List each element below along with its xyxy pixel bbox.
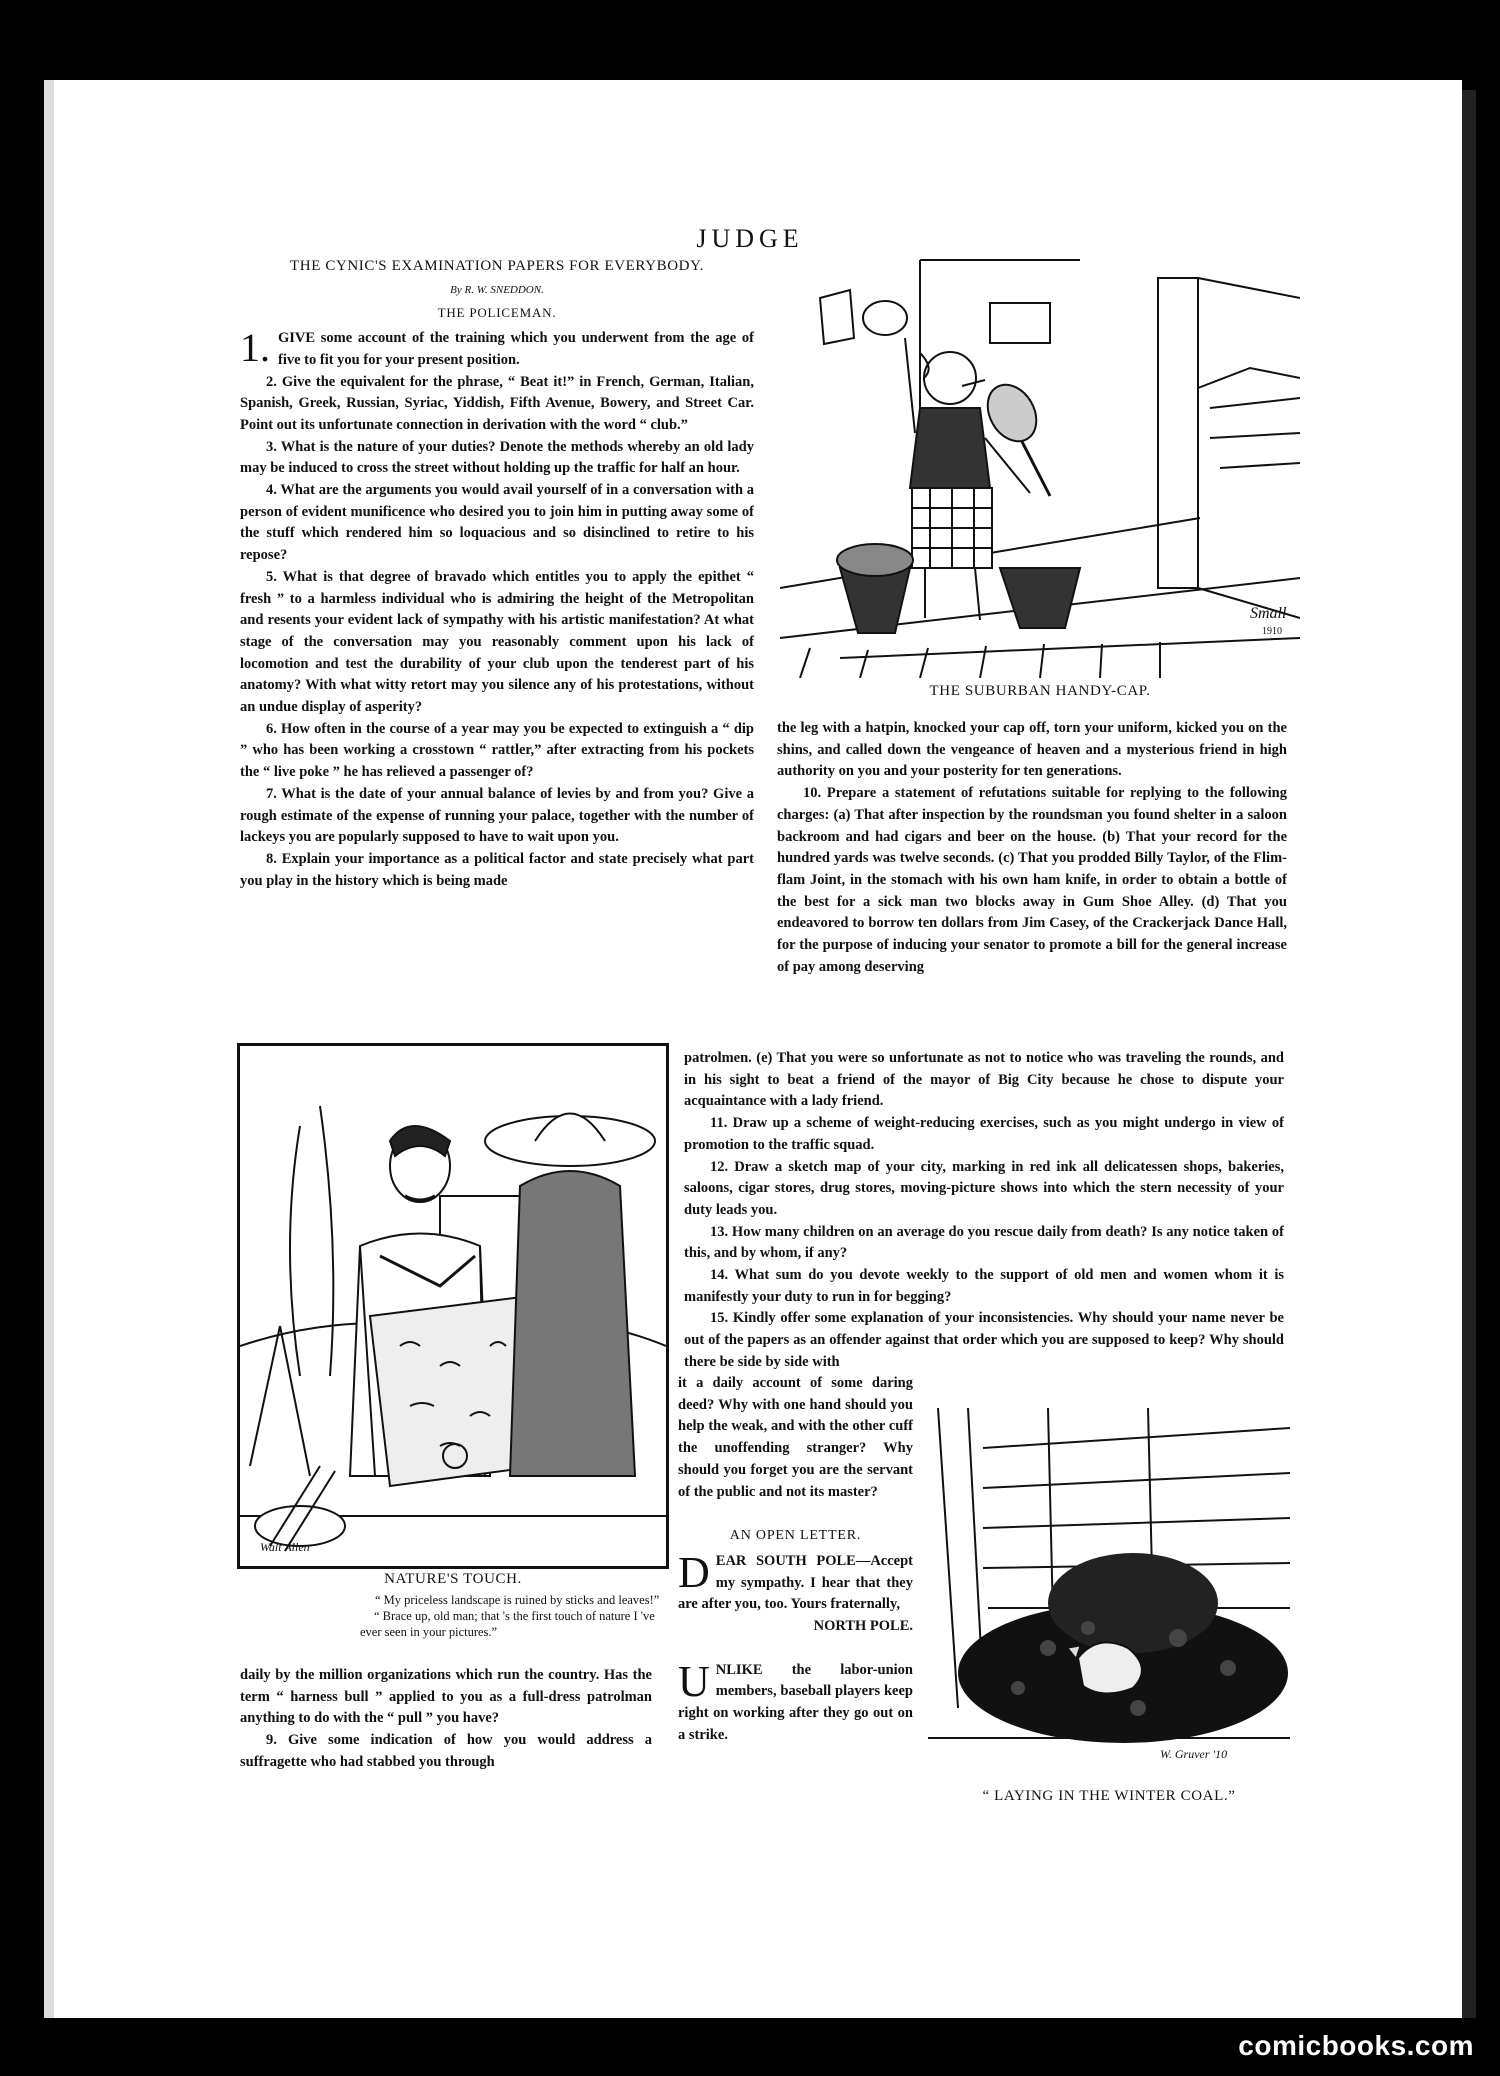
watermark: comicbooks.com [1238, 2030, 1474, 2061]
article-column-right-top [777, 718, 1287, 978]
article-title: THE CYNIC'S EXAMINATION PAPERS FOR EVERYBODY. [290, 258, 704, 274]
natures-touch-dialogue-2 [360, 1608, 660, 1640]
page-edge-shadow [1462, 90, 1476, 2018]
natures-touch-cartoon [240, 1046, 666, 1566]
question-11: 11. Draw up a scheme of weight-reducing exercises, such as you might undergo in view of promotion to the traffic squad. [684, 1115, 1284, 1153]
baseball-joke-dropcap: U [678, 1656, 710, 1706]
winter-coal-signature: W. Gruver '10 [1160, 1747, 1228, 1761]
natures-touch-caption: NATURE'S TOUCH. [384, 1571, 522, 1587]
open-letter-body: DEAR SOUTH POLE—Accept my sympathy. I hear that they are after you, too. Yours fraternally, [678, 1547, 913, 1613]
suburban-cartoon-signature: Small [1250, 605, 1287, 622]
question-13: 13. How many children on an average do you rescue daily from death? Is any notice taken of this, and by whom, if any? [684, 1223, 1284, 1262]
article-column-narrow [678, 1373, 913, 1747]
question-1-number: 1. [240, 325, 270, 371]
open-letter-signature: NORTH POLE. [813, 1618, 913, 1635]
question-7: 7. What is the date of your annual balance of levies by and from you? Give a rough estimate of the expense of running your palace, together with the number of lackeys you are popularly supposed to have to wait upon you. [240, 785, 754, 846]
question-9-continued: the leg with a hatpin, knocked your cap off, torn your uniform, kicked you on the shins, and called down the vengeance of heaven and a mysterious friend in high authority on you and your posterity for ten generations. [777, 720, 1287, 780]
open-letter-title: AN OPEN LETTER. [729, 1528, 862, 1544]
question-8-continued: daily by the million organizations which run the country. Has the term “ harness bull ” applied to you as a full-dress patrolman anything to do with the “ pull ” you have? [240, 1667, 652, 1727]
question-4: 4. What are the arguments you would avail yourself of in a conversation with a person of evident munificence who desired you to join him in putting away some of the stuff which rendered him so loquacious and so disinclined to retire to his repose? [240, 482, 754, 564]
question-15: 15. Kindly offer some explanation of your inconsistencies. Why should your name never be out of the papers as an offender against that order which you are supposed to keep? Why should there be side by side with [684, 1310, 1284, 1370]
article-column-middle [684, 1048, 1284, 1374]
natures-touch-dialogue [375, 1592, 665, 1608]
question-9: 9. Give some indication of how you would address a suffragette who had stabbed you through [240, 1732, 652, 1770]
winter-coal-caption: “ LAYING IN THE WINTER COAL.” [982, 1788, 1236, 1804]
question-3: 3. What is the nature of your duties? Denote the methods whereby an old lady may be induced to cross the street without holding up the traffic for half an hour. [240, 438, 754, 477]
article-subtitle: THE POLICEMAN. [437, 305, 557, 321]
binding-gutter [44, 80, 54, 2018]
question-10-continued: patrolmen. (e) That you were so unfortunate as not to notice who was traveling the rounds, and in his sight to beat a friend of the mayor of Big City because he chose to dispute your acquaintance with a lady friend. [684, 1050, 1284, 1110]
natures-touch-line-1: “ My priceless landscape is ruined by sticks and leaves!” [375, 1593, 660, 1607]
natures-touch-signature: Walt Allen [260, 1540, 310, 1554]
article-column-left [240, 256, 754, 892]
suburban-handycap-cartoon [780, 258, 1300, 678]
question-6: 6. How often in the course of a year may you be expected to extinguish a “ dip ” who has been working a crosstown “ rattler,” after extracting from his pockets the “ live poke ” he has relieved a passenger of? [240, 720, 754, 781]
question-14: 14. What sum do you devote weekly to the support of old men and women whom it is manifestly your duty to run in for begging? [684, 1267, 1284, 1305]
natures-touch-line-2: “ Brace up, old man; that 's the first touch of nature I 've ever seen in your pictures.” [360, 1609, 655, 1639]
question-2: 2. Give the equivalent for the phrase, “ Beat it!” in French, German, Italian, Spanish, Greek, Russian, Syriac, Yiddish, Fifth Avenue, Bowery, and Street Car. Point out its unfortunate connection in derivation with the word “ club.” [240, 373, 754, 433]
suburban-cartoon-year: 1910 [1262, 626, 1282, 637]
winter-coal-cartoon [928, 1408, 1290, 1768]
question-8: 8. Explain your importance as a political factor and state precisely what part you play in the history which is being made [240, 850, 754, 889]
open-letter-dropcap: D [678, 1547, 710, 1597]
masthead: JUDGE [696, 224, 804, 253]
question-1: 1. GIVE some account of the training which you underwent from the age of five to fit you for your present position. [240, 325, 754, 371]
question-5: 5. What is that degree of bravado which entitles you to apply the epithet “ fresh ” to a harmless individual who is admiring the height of the Metropolitan and resents your evident lack of sympathy with his artistic manifestation? At what stage of the conversation may you reasonably comment upon his lack of locomotion and test the durability of your club upon the tenderest part of his anatomy? With what witty retort may you silence any of his protestations, without an undue display of asperity? [240, 568, 754, 716]
natures-touch-frame [237, 1043, 669, 1569]
question-15-continued: it a daily account of some daring deed? Why with one hand should you help the weak, and with the other cuff the unoffending stranger? Why should you forget you are the servant of the public and not its master? [678, 1375, 913, 1500]
question-10: 10. Prepare a statement of refutations suitable for replying to the following charges: (a) That after inspection by the roundsman you found shelter in a saloon backroom and had cigars and beer on the house. (b) That your record for the hundred yards was twelve seconds. (c) That you prodded Billy Taylor, of the Flim-flam Joint, in the stomach with his own ham knife, in order to obtain a bottle of the best for a sick man two blocks away in Gum Shoe Alley. (d) That you endeavored to borrow ten dollars from Jim Casey, of the Crackerjack Dance Hall, for the purpose of inducing your senator to promote a bill for the general increase of pay among deserving [777, 785, 1287, 975]
question-12: 12. Draw a sketch map of your city, marking in red ink all delicatessen shops, bakeries, saloons, cigar stores, drug stores, moving-picture shows into which the stern necessity of your duty leads you. [684, 1158, 1284, 1218]
suburban-cartoon-caption: THE SUBURBAN HANDY-CAP. [929, 683, 1151, 699]
baseball-joke: UNLIKE the labor-union members, baseball players keep right on working after they go out on a strike. [678, 1656, 913, 1743]
article-byline: By R. W. SNEDDON. [450, 283, 544, 296]
article-column-left-bottom [240, 1665, 652, 1774]
